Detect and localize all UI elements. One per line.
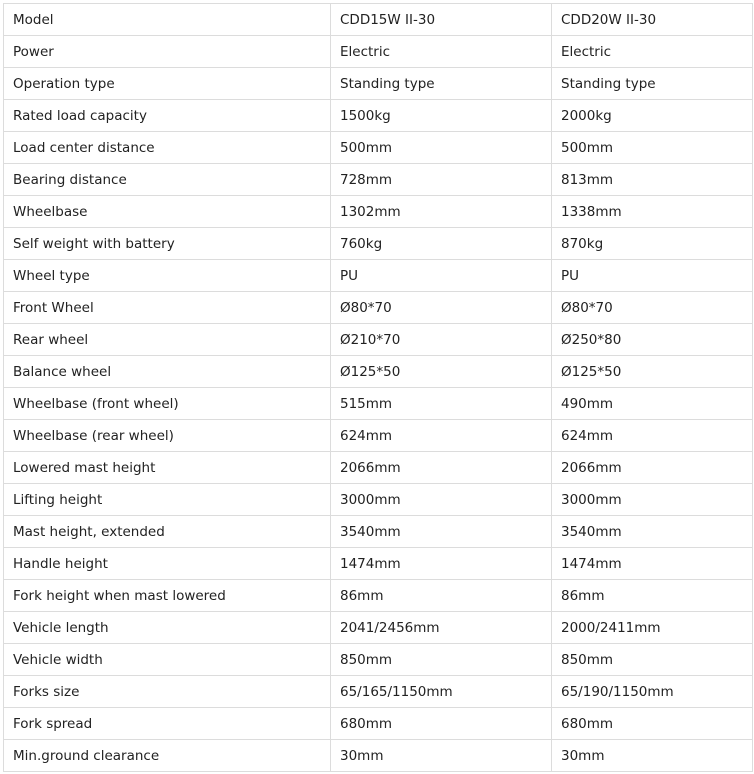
spec-label-cell: Rear wheel <box>4 324 331 356</box>
spec-value-cell-model-2: 30mm <box>552 740 753 772</box>
table-row <box>4 260 753 292</box>
spec-value-cell-model-2: Ø80*70 <box>552 292 753 324</box>
spec-value-cell-model-2: 850mm <box>552 644 753 676</box>
spec-value-cell-model-2: 500mm <box>552 132 753 164</box>
spec-label-cell: Vehicle width <box>4 644 331 676</box>
spec-value-cell-model-1: PU <box>331 260 552 292</box>
spec-label-cell: Wheel type <box>4 260 331 292</box>
header-cell-label: Model <box>4 4 331 36</box>
spec-value-cell-model-1: Ø210*70 <box>331 324 552 356</box>
table-row <box>4 388 753 420</box>
spec-value-cell-model-2: 1338mm <box>552 196 753 228</box>
spec-value-cell-model-2: 870kg <box>552 228 753 260</box>
table-row <box>4 292 753 324</box>
spec-value-cell-model-2: 2000/2411mm <box>552 612 753 644</box>
spec-value-cell-model-2: Ø250*80 <box>552 324 753 356</box>
table-row <box>4 676 753 708</box>
table-row <box>4 356 753 388</box>
table-header-row <box>4 4 753 36</box>
spec-value-cell-model-2: 624mm <box>552 420 753 452</box>
table-row <box>4 644 753 676</box>
spec-value-cell-model-1: 1500kg <box>331 100 552 132</box>
table-row <box>4 452 753 484</box>
spec-value-cell-model-1: 3540mm <box>331 516 552 548</box>
spec-value-cell-model-2: 1474mm <box>552 548 753 580</box>
spec-label-cell: Mast height, extended <box>4 516 331 548</box>
spec-value-cell-model-1: 515mm <box>331 388 552 420</box>
spec-value-cell-model-2: 2066mm <box>552 452 753 484</box>
table-row <box>4 548 753 580</box>
spec-label-cell: Handle height <box>4 548 331 580</box>
table-row <box>4 324 753 356</box>
spec-label-cell: Wheelbase <box>4 196 331 228</box>
spec-value-cell-model-1: 850mm <box>331 644 552 676</box>
table-row <box>4 196 753 228</box>
spec-label-cell: Balance wheel <box>4 356 331 388</box>
spec-value-cell-model-1: 680mm <box>331 708 552 740</box>
spec-value-cell-model-1: 1474mm <box>331 548 552 580</box>
spec-label-cell: Fork spread <box>4 708 331 740</box>
spec-table-body <box>4 4 753 772</box>
spec-value-cell-model-1: 624mm <box>331 420 552 452</box>
spec-label-cell: Power <box>4 36 331 68</box>
spec-label-cell: Wheelbase (front wheel) <box>4 388 331 420</box>
spec-label-cell: Bearing distance <box>4 164 331 196</box>
spec-label-cell: Load center distance <box>4 132 331 164</box>
spec-value-cell-model-2: 3000mm <box>552 484 753 516</box>
spec-value-cell-model-1: 65/165/1150mm <box>331 676 552 708</box>
spec-label-cell: Self weight with battery <box>4 228 331 260</box>
table-row <box>4 740 753 772</box>
table-row <box>4 516 753 548</box>
spec-value-cell-model-2: PU <box>552 260 753 292</box>
spec-value-cell-model-2: 813mm <box>552 164 753 196</box>
spec-label-cell: Fork height when mast lowered <box>4 580 331 612</box>
table-row <box>4 68 753 100</box>
spec-label-cell: Front Wheel <box>4 292 331 324</box>
spec-value-cell-model-1: 500mm <box>331 132 552 164</box>
header-cell-model-2: CDD20W II-30 <box>552 4 753 36</box>
spec-value-cell-model-2: 680mm <box>552 708 753 740</box>
table-row <box>4 36 753 68</box>
spec-value-cell-model-1: 1302mm <box>331 196 552 228</box>
spec-value-cell-model-1: Ø125*50 <box>331 356 552 388</box>
spec-label-cell: Operation type <box>4 68 331 100</box>
spec-label-cell: Lowered mast height <box>4 452 331 484</box>
spec-value-cell-model-2: 490mm <box>552 388 753 420</box>
spec-value-cell-model-2: 3540mm <box>552 516 753 548</box>
spec-value-cell-model-2: 65/190/1150mm <box>552 676 753 708</box>
table-row <box>4 164 753 196</box>
spec-value-cell-model-1: 30mm <box>331 740 552 772</box>
spec-label-cell: Rated load capacity <box>4 100 331 132</box>
spec-label-cell: Vehicle length <box>4 612 331 644</box>
table-row <box>4 612 753 644</box>
spec-value-cell-model-2: Standing type <box>552 68 753 100</box>
table-row <box>4 580 753 612</box>
spec-label-cell: Lifting height <box>4 484 331 516</box>
spec-value-cell-model-2: 86mm <box>552 580 753 612</box>
spec-value-cell-model-1: 728mm <box>331 164 552 196</box>
header-cell-model-1: CDD15W II-30 <box>331 4 552 36</box>
table-row <box>4 708 753 740</box>
spec-value-cell-model-1: Electric <box>331 36 552 68</box>
spec-label-cell: Wheelbase (rear wheel) <box>4 420 331 452</box>
table-row <box>4 100 753 132</box>
spec-value-cell-model-1: Standing type <box>331 68 552 100</box>
spec-value-cell-model-1: 2041/2456mm <box>331 612 552 644</box>
spec-value-cell-model-2: Ø125*50 <box>552 356 753 388</box>
table-row <box>4 132 753 164</box>
table-row <box>4 420 753 452</box>
spec-label-cell: Min.ground clearance <box>4 740 331 772</box>
spec-table <box>3 3 753 772</box>
spec-value-cell-model-1: 86mm <box>331 580 552 612</box>
spec-value-cell-model-1: 3000mm <box>331 484 552 516</box>
table-row <box>4 228 753 260</box>
spec-value-cell-model-1: 2066mm <box>331 452 552 484</box>
spec-value-cell-model-1: 760kg <box>331 228 552 260</box>
spec-value-cell-model-2: 2000kg <box>552 100 753 132</box>
spec-label-cell: Forks size <box>4 676 331 708</box>
spec-value-cell-model-2: Electric <box>552 36 753 68</box>
spec-value-cell-model-1: Ø80*70 <box>331 292 552 324</box>
table-row <box>4 484 753 516</box>
